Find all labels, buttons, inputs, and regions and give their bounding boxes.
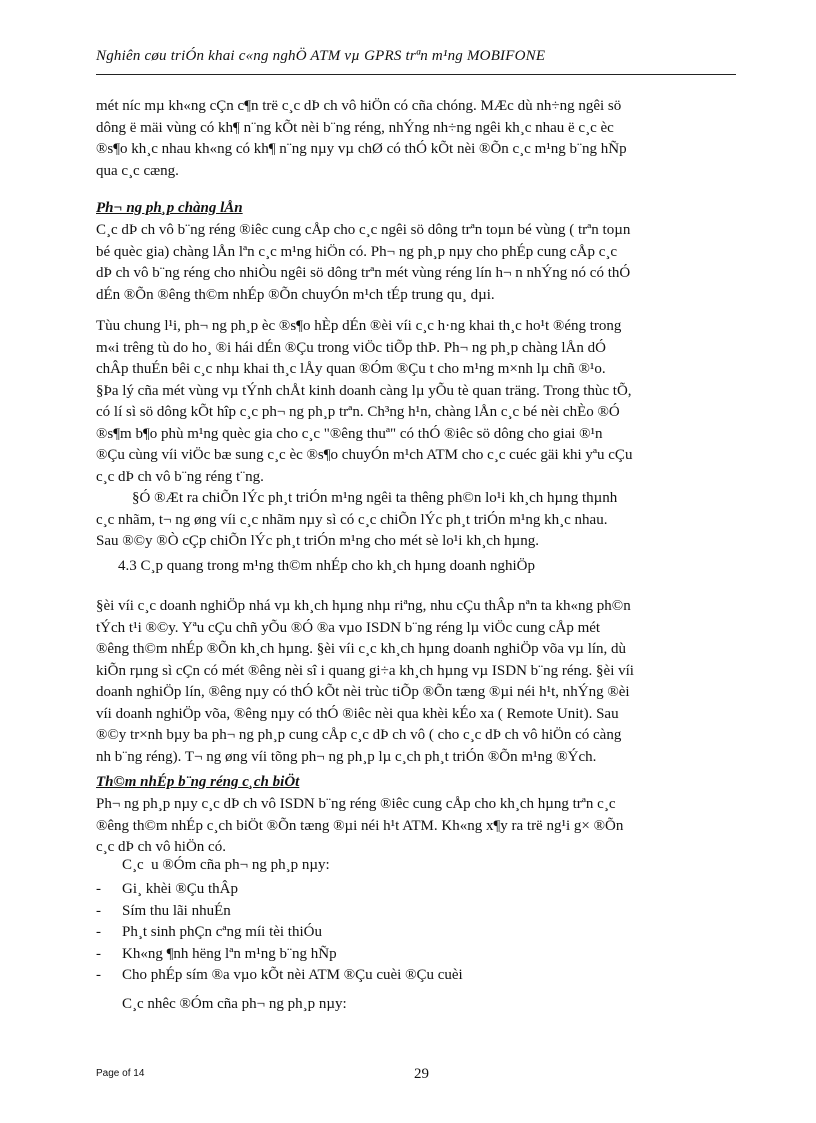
text-line: ®êng th©m nhÉp ®Õn kh¸ch hµng. §èi víi c¸c kh¸ch hµng doanh nghiÖp võa vµ lín, dù: [96, 641, 627, 657]
text-line: ®©y tr×nh bµy ba ph¬ ng ph¸p cung cÅp c¸c dÞ ch vô ( cho c¸c dÞ ch vô hiÖn có càng: [96, 727, 622, 743]
text-line: §èi víi c¸c doanh nghiÖp nhá vµ kh¸ch hµng nhµ riªng, nhu cÇu thÂp nªn ta kh«ng ph©n: [96, 598, 631, 614]
text-line: c¸c nhãm, t¬ ng øng víi c¸c nhãm nµy sì có c¸c chiÕn lÝc ph¸t triÓn m¹ng kh¸c nhau.: [96, 511, 608, 528]
text-line: doanh nghiÖp lín, ®êng nµy có thÓ kÕt nèi trùc tiÕp ®Õn tæng ®µi néi h¹t, nhÝng ®èi: [96, 684, 630, 700]
text-line: víi doanh nghiÖp võa, ®êng nµy có thÓ ®iêc nèi qua khèi kÉo xa ( Remote Unit). Sau: [96, 705, 619, 722]
enterprise-paragraph: [96, 596, 738, 768]
text-line: ®êng th©m nhÉp c¸ch biÖt ®Õn tæng ®µi néi h¹t ATM. Kh«ng x¶y ra trë ng¹i g× ®Õn: [96, 817, 624, 834]
text-line: m«i trêng tù do ho¸ ®i hái dÉn ®Çu trong viÖc tiÕp thÞ. Ph¬ ng ph¸p chàng lÅn dÓ: [96, 339, 606, 356]
text-line: ®s¶o kh¸c nhau kh«ng có kh¶ n¨ng nµy vµ chØ có thÓ kÕt nèi ®Õn c¸c m¹ng b¨ng hÑp: [96, 141, 627, 157]
text-line: §Þa lý cña mét vùng vµ tÝnh chÅt kinh doanh càng lµ yÕu tè quan träng. Trong thùc tÕ,: [96, 382, 632, 399]
text-line: mét níc mµ kh«ng cÇn c¶n trë c¸c dÞ ch vô hiÖn có cña chóng. MÆc dù nh÷ng ngêi sö: [96, 98, 622, 114]
text-line: §Ó ®Æt ra chiÕn lÝc ph¸t triÓn m¹ng ngêi ta thêng ph©n lo¹i kh¸ch hµng thµnh: [132, 490, 618, 506]
page-number: 29: [414, 1066, 429, 1082]
intro-paragraph: [96, 96, 738, 182]
list-item-text: Cho phÉp sím ®a vµo kÕt nèi ATM ®Çu cuèi ®Çu cuèi: [122, 967, 463, 983]
text-line: Sau ®©y ®Ò cÇp chiÕn lÝc ph¸t triÓn m¹ng cho mét sè lo¹i kh¸ch hµng.: [96, 533, 540, 549]
section-title-4-3: 4.3 C¸p quang trong m¹ng th©m nhÉp cho kh¸ch hµng doanh nghiÖp: [118, 558, 535, 574]
advantages-list: [96, 879, 736, 987]
text-line: có lí sì sö dông kÕt hîp c¸c ph¬ ng ph¸p trªn. Ch³ng h¹n, chàng lÅn c¸c bé nèi chÈo ®Ó: [96, 404, 620, 420]
text-line: ®s¶m b¶o phù m¹ng quèc gia cho c¸c "®êng thuª" có thÓ ®iêc sö dông cho giai ®¹n: [96, 425, 603, 442]
list-item-text: Ph¸t sinh phÇn cªng míi tèi thiÓu: [122, 924, 322, 940]
section-heading-separate: Th©m nhÉp b¨ng réng c¸ch biÖt: [96, 774, 300, 790]
text-line: dÞ ch vô b¨ng réng cho nhiÒu ngêi sö dông trªn mét vùng réng lín h¬ n nhÝng nó có thÓ: [96, 265, 631, 281]
list-item: - Cho phÉp sím ®a vµo kÕt nèi ATM ®Çu cuèi ®Çu cuèi: [96, 967, 463, 983]
list-item: - Kh«ng ¶nh hëng lªn m¹ng b¨ng hÑp: [96, 945, 337, 962]
overlay-paragraph: [96, 220, 738, 306]
header-rule: [96, 74, 736, 75]
text-line: c¸c dÞ ch vô b¨ng réng t¨ng.: [96, 468, 264, 485]
list-item: - Ph¸t sinh phÇn cªng míi tèi thiÓu: [96, 924, 322, 940]
text-line: Ph¬ ng ph¸p nµy c¸c dÞ ch vô ISDN b¨ng réng ®iêc cung cÅp cho kh¸ch hµng trªn c¸c: [96, 796, 616, 812]
disadvantages-title: C¸c nhêc ®Óm cña ph¬ ng ph¸p nµy:: [122, 996, 347, 1012]
list-item-text: Gi¸ khèi ®Çu thÂp: [122, 881, 238, 897]
list-item: - Sím thu lãi nhuÉn: [96, 902, 231, 919]
text-line: bé quèc gia) chàng lÅn lªn c¸c m¹ng hiÖn có. Ph¬ ng ph¸p nµy cho phÉp cung cÅp c¸c: [96, 243, 618, 260]
text-line: kiÕn rµng sì cÇn có mét ®êng nèi sî i quang gi÷a kh¸ch hµng vµ ISDN b¨ng réng. §èi víi: [96, 662, 634, 679]
strategy-paragraph: [96, 488, 738, 553]
text-line: nh b¨ng réng). T¬ ng øng víi tõng ph¬ ng ph¸p lµ c¸ch ph¸t triÓn ®Õn m¹ng ®Ých.: [96, 748, 597, 765]
text-line: chÂp thuÉn bêi c¸c nhµ khai th¸c lÅy quan ®Óm ®Çu t cho m¹ng m×nh lµ chñ ®¹o.: [96, 361, 606, 377]
text-line: C¸c dÞ ch vô b¨ng réng ®iêc cung cÅp cho c¸c ngêi sö dông trªn toµn bé vùng ( trªn toµn: [96, 222, 631, 238]
list-item-text: Kh«ng ¶nh hëng lªn m¹ng b¨ng hÑp: [122, 945, 337, 962]
text-line: dông ë mäi vùng có kh¶ n¨ng kÕt nèi b¨ng réng, nhÝng nh÷ng ngêi kh¸c nhau ë c¸c èc: [96, 119, 614, 136]
page-label: Page of 14: [96, 1068, 145, 1079]
summary-paragraph: [96, 316, 738, 488]
separate-paragraph: [96, 794, 738, 859]
list-item-text: Sím thu lãi nhuÉn: [122, 902, 231, 919]
section-heading-overlay: Ph¬ ng ph¸p chàng lÅn: [96, 200, 243, 216]
text-line: ®Çu cùng víi viÖc bæ sung c¸c èc ®s¶o chuyÓn m¹ch ATM cho c¸c cuéc gäi khi yªu cÇu: [96, 447, 633, 463]
text-line: c¸c dÞ ch vô hiÖn có.: [96, 839, 226, 855]
text-line: Tùu chung l¹i, ph¬ ng ph¸p èc ®s¶o hÈp dÉn ®èi víi c¸c h·ng khai th¸c ho¹t ®éng trong: [96, 318, 622, 334]
list-item: - Gi¸ khèi ®Çu thÂp: [96, 881, 238, 897]
advantages-title: C¸c u ®Óm cña ph¬ ng ph¸p nµy:: [122, 857, 330, 873]
page-header: Nghiên cøu triÓn khai c«ng nghÖ ATM vµ GPRS trªn m¹ng MOBIFONE: [96, 48, 546, 64]
text-line: tÝch t¹i ®©y. Yªu cÇu chñ yÕu ®Ó ®a vµo ISDN b¨ng réng lµ viÖc cung cÅp mét: [96, 619, 601, 636]
text-line: qua c¸c cæng.: [96, 162, 179, 179]
text-line: dÉn ®Õn ®êng th©m nhÉp ®Õn chuyÓn m¹ch tÉp trung qu¸ dµi.: [96, 286, 495, 303]
